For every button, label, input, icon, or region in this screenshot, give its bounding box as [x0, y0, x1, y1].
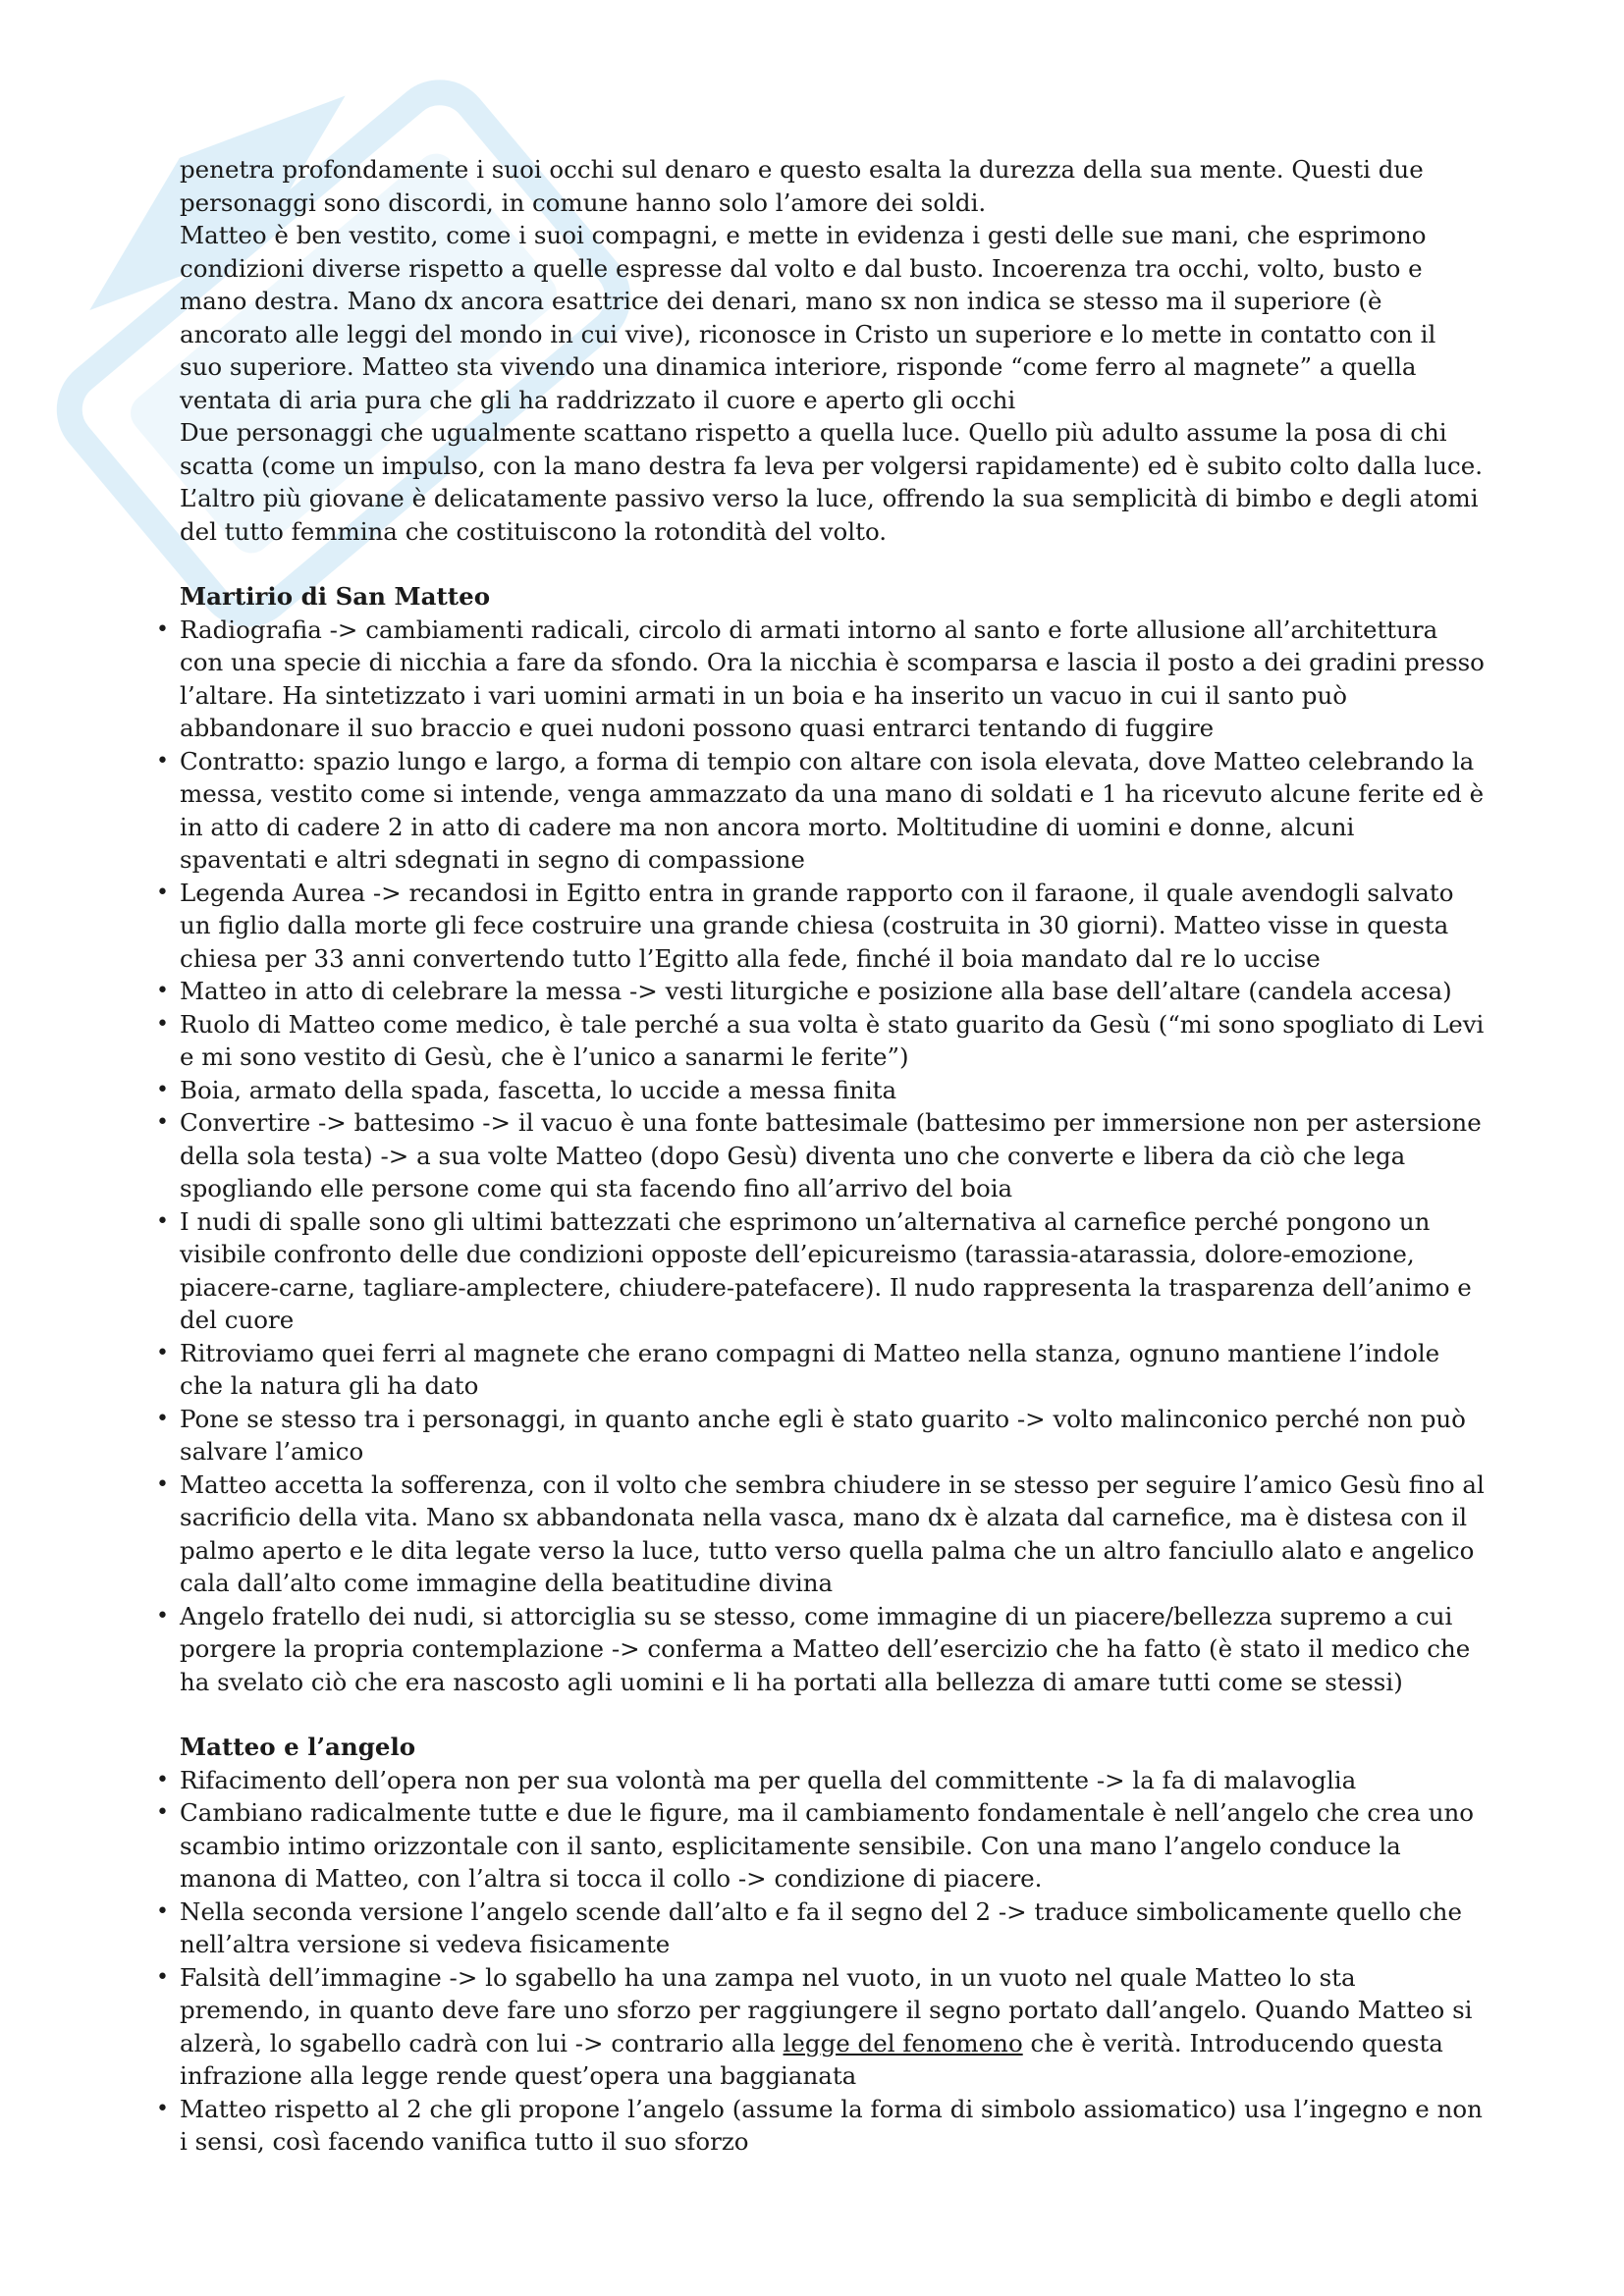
bullet-icon: •	[156, 1767, 169, 1792]
bullet-icon: •	[156, 1406, 169, 1431]
list-item: • Angelo fratello dei nudi, si attorciglia su se stesso, come immagine di un piacere/bellezza supremo a cui porgere la propria contemplazione -> conferma a Matteo dell’esercizio che ha fatto (è stato il medico che ha svelato ciò che era nascosto agli uomini e li ha portati alla bellezza di amare tutti come se stessi)	[156, 1601, 1471, 1696]
list-item: • Nella seconda versione l’angelo scende dall’alto e fa il segno del 2 -> traduce simbolicamente quello che nell’altra versione si vedeva fisicamente	[156, 1896, 1462, 1958]
intro-paragraph-1: penetra profondamente i suoi occhi sul denaro e questo esalta la durezza della sua mente. Questi due personaggi sono discordi, in comune hanno solo l’amore dei soldi.	[180, 155, 1424, 217]
list-item: • Convertire -> battesimo -> il vacuo è una fonte battesimale (battesimo per immersione non per astersione della sola testa) -> a sua volte Matteo (dopo Gesù) diventa uno che converte e libera da ciò che lega spogliando elle persone come qui sta facendo fino all’arrivo del boia	[156, 1108, 1482, 1202]
section-title-angelo: Matteo e l’angelo	[180, 1733, 416, 1761]
list-item: • I nudi di spalle sono gli ultimi battezzati che esprimono un’alternativa al carnefice perché pongono un visibile confronto delle due condizioni opposte dell’epicureismo (tarassia-atarassia, dolore-emozione, piacere-carne, tagliare-amplectere, chiudere-patefacere). Il nudo rappresenta la trasparenza dell’animo e del cuore	[156, 1206, 1472, 1334]
list-item: • Contratto: spazio lungo e largo, a forma di tempio con altare con isola elevata, dove Matteo celebrando la messa, vestito come si intende, venga ammazzato da una mano di soldati e 1 ha ricevuto alcune ferite ed è in atto di cadere 2 in atto di cadere ma non ancora morto. Moltitudine di uomini e donne, alcuni spaventati e altri sdegnati in segno di compassione	[156, 746, 1485, 874]
list-item: • Matteo accetta la sofferenza, con il volto che sembra chiudere in se stesso per seguire l’amico Gesù fino al sacrificio della vita. Mano sx abbandonata nella vasca, mano dx è alzata dal carnefice, ma è distesa con il palmo aperto e le dita legate verso la luce, tutto verso quella palma che un altro fanciullo alato e angelico cala dall’alto come immagine della beatitudine divina	[156, 1469, 1485, 1597]
bullet-icon: •	[156, 1077, 169, 1102]
bullet-icon: •	[156, 2096, 169, 2121]
list-item: • Falsità dell’immagine -> lo sgabello ha una zampa nel vuoto, in un vuoto nel quale Matteo lo sta premendo, in quanto deve fare uno sforzo per raggiungere il segno portato dall’angelo. Quando Matteo si alzerà, lo sgabello cadrà con lui -> contrario alla legge del fenomeno che è verità. Introducendo questa infrazione alla legge rende quest’opera una baggianata	[156, 1962, 1473, 2090]
intro-paragraph-2: Matteo è ben vestito, come i suoi compagni, e mette in evidenza i gesti delle sue mani, che esprimono condizioni diverse rispetto a quelle espresse dal volto e dal busto. Incoerenza tra occhi, volto, busto e mano destra. Mano dx ancora esattrice dei denari, mano sx non indica se stesso ma il superiore (è ancorato alle leggi del mondo in cui vive), riconosce in Cristo un superiore e lo mette in contatto con il suo superiore. Matteo sta vivendo una dinamica interiore, risponde “come ferro al magnete” a quella ventata di aria pura che gli ha raddrizzato il cuore e aperto gli occhi	[180, 221, 1436, 414]
list-item: • Rifacimento dell’opera non per sua volontà ma per quella del committente -> la fa di malavoglia	[180, 1764, 1486, 1797]
list-item: • Ruolo di Matteo come medico, è tale perché a sua volta è stato guarito da Gesù (“mi sono spogliato di Levi e mi sono vestito di Gesù, che è l’unico a sanarmi le ferite”)	[156, 1009, 1485, 1071]
bullet-icon: •	[156, 616, 169, 642]
martirio-bullet-list	[156, 614, 1486, 1699]
list-item: • Legenda Aurea -> recandosi in Egitto entra in grande rapporto con il faraone, il quale avendogli salvato un figlio dalla morte gli fece costruire una grande chiesa (costruita in 30 giorni). Matteo visse in questa chiesa per 33 anni convertendo tutto l’Egitto alla fede, finché il boia mandato dal re lo uccise	[156, 878, 1454, 973]
bullet-icon: •	[156, 979, 169, 1003]
list-item: • Ritroviamo quei ferri al magnete che erano compagni di Matteo nella stanza, ognuno mantiene l’indole che la natura gli ha dato	[156, 1338, 1440, 1400]
list-item: • Pone se stesso tra i personaggi, in quanto anche egli è stato guarito -> volto malinconico perché non può salvare l’amico	[156, 1404, 1466, 1466]
section-title-martirio: Martirio di San Matteo	[180, 582, 491, 611]
document-body	[156, 153, 1486, 2159]
list-item: • Cambiano radicalmente tutte e due le figure, ma il cambiamento fondamentale è nell’angelo che crea uno scambio intimo orizzontale con il santo, esplicitamente sensibile. Con una mano l’angelo conduce la manona di Matteo, con l’altra si tocca il collo -> condizione di piacere.	[156, 1798, 1475, 1893]
bullet-icon: •	[156, 1208, 169, 1234]
bullet-icon: •	[156, 880, 169, 905]
bullet-icon: •	[156, 1471, 169, 1497]
bullet-icon: •	[156, 1340, 169, 1365]
bullet-icon: •	[156, 1800, 169, 1825]
bullet-icon: •	[156, 1603, 169, 1629]
list-item: • Radiografia -> cambiamenti radicali, circolo di armati intorno al santo e forte allusione all’architettura con una specie di nicchia a fare da sfondo. Ora la nicchia è scomparsa e lascia il posto a dei gradini presso l’altare. Ha sintetizzato i vari uomini armati in un boia e ha inserito un vacuo in cui il santo può abbandonare il suo braccio e quei nudoni possono quasi entrarci tentando di fuggire	[156, 614, 1485, 742]
bullet-icon: •	[156, 1898, 169, 1924]
angelo-bullet-list	[156, 1764, 1486, 2159]
list-item: • Matteo rispetto al 2 che gli propone l’angelo (assume la forma di simbolo assiomatico) usa l’ingegno e non i sensi, così facendo vanifica tutto il suo sforzo	[156, 2094, 1483, 2156]
underlined-phrase: legge del fenomeno	[783, 2028, 1023, 2057]
intro-paragraph-3: Due personaggi che ugualmente scattano rispetto a quella luce. Quello più adulto assume la posa di chi scatta (come un impulso, con la mano destra fa leva per volgersi rapidamente) ed è subito colto dalla luce. L’altro più giovane è delicatamente passivo verso la luce, offrendo la sua semplicità di bimbo e degli atomi del tutto femmina che costituiscono la rotondità del volto.	[180, 418, 1484, 546]
list-item: • Boia, armato della spada, fascetta, lo uccide a messa finita	[180, 1074, 1486, 1107]
bullet-icon: •	[156, 1964, 169, 1990]
list-item: • Matteo in atto di celebrare la messa -> vesti liturgiche e posizione alla base dell’altare (candela accesa)	[180, 975, 1486, 1008]
bullet-icon: •	[156, 748, 169, 774]
bullet-icon: •	[156, 1110, 169, 1135]
bullet-icon: •	[156, 1011, 169, 1037]
